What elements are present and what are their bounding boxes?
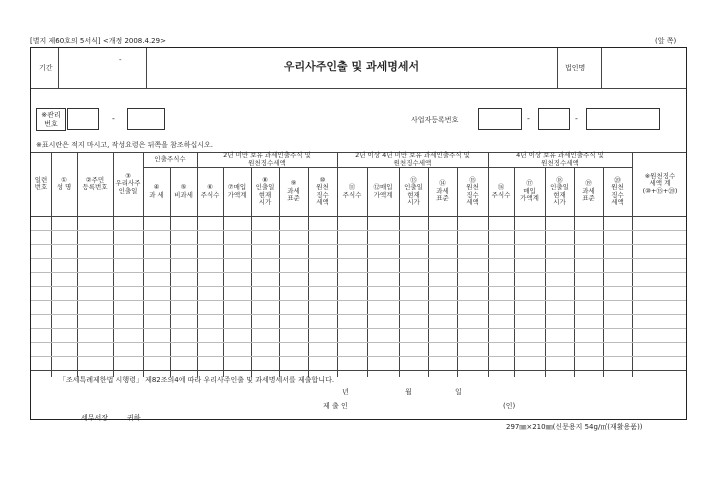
biz-reg-part2[interactable] — [538, 108, 570, 130]
biz-reg-label: 사업자등록번호 — [411, 116, 459, 124]
mgmt-number-part2[interactable] — [127, 108, 165, 130]
col-taxable: ④ 과 세 — [149, 183, 164, 199]
g3-purchase: ⑰ 매입 가액계 — [520, 179, 539, 203]
g2-purchase: ⑫매입 가액계 — [373, 183, 393, 199]
grp-withdrawn-shares: 인출주식수 — [154, 154, 186, 163]
g2-tax-base: ⑭ 과세 표준 — [436, 179, 449, 203]
paper-spec: 297㎜×210㎜(신문용지 54g/㎡(재활용품)) — [506, 423, 643, 431]
col-withdraw-date: ③ 우리사주 인출일 — [115, 171, 141, 195]
biz-reg-part1[interactable] — [478, 108, 522, 130]
mgmt-dash: - — [112, 114, 115, 123]
col-nontaxable: ⑤ 비과세 — [174, 183, 193, 199]
grp-2-to-4yr: 2년 이상 4년 미만 보유 과세인출주식 및 원천징수세액 — [355, 151, 470, 167]
form-number: [별지 제60호의 5서식] <개정 2008.4.29> — [30, 37, 166, 45]
biz-dash-2: - — [575, 114, 578, 123]
g3-tax-base: ⑲ 과세 표준 — [582, 179, 595, 203]
table-row — [31, 244, 686, 245]
table-row — [31, 314, 686, 315]
year-label: 년 — [342, 388, 349, 396]
g1-market: ⑧ 인출일 현재 시가 — [255, 175, 275, 206]
seal-mark: (인) — [503, 402, 516, 410]
agency-dash: - — [119, 56, 122, 64]
g1-tax-base: ⑨ 과세 표준 — [287, 179, 300, 203]
table-row — [31, 328, 686, 329]
col-serial: 일련 번호 — [34, 175, 48, 191]
submission-statement: 「조세특례제한법 시행령」 제82조의4에 따라 우리사주인출 및 과세명세서를 제출합니다. — [59, 376, 335, 384]
col-rrn: ②주민 등록번호 — [82, 175, 108, 191]
g3-shares: ⑯ 주식수 — [491, 183, 511, 199]
honorific: 귀하 — [127, 414, 141, 422]
g2-market: ⑬ 인출일 현재 시가 — [404, 175, 423, 206]
table-row — [31, 286, 686, 287]
month-label: 월 — [405, 388, 412, 396]
page-side: (앞 쪽) — [655, 37, 677, 45]
g2-withholding: ⑮ 원천 징수 세액 — [466, 175, 479, 206]
g1-purchase: ⑦매입 가액계 — [227, 183, 247, 199]
g2-shares: ⑪ 주식수 — [342, 183, 362, 199]
agency-label: 기간 — [39, 64, 53, 72]
submitter-label: 제 출 인 — [323, 402, 348, 410]
withdrawal-tax-form — [30, 47, 687, 420]
g3-market: ⑱ 인출일 현재 시가 — [550, 175, 569, 206]
table-row — [31, 300, 686, 301]
table-row — [31, 230, 686, 231]
grp-over-4yr: 4년 이상 보유 과세인출주식 및 원천징수세액 — [516, 151, 604, 167]
biz-reg-part3[interactable] — [586, 108, 660, 130]
g1-shares: ⑥ 주식수 — [200, 183, 220, 199]
mgmt-number-part1[interactable] — [67, 108, 99, 130]
table-row — [31, 342, 686, 343]
table-row — [31, 272, 686, 273]
col-name: ① 성 명 — [56, 175, 72, 191]
table-row — [31, 356, 686, 357]
biz-dash-1: - — [527, 114, 530, 123]
g3-withholding: ⑳ 원천 징수 세액 — [611, 175, 624, 206]
day-label: 일 — [455, 388, 462, 396]
corp-name-label: 법인명 — [565, 64, 586, 72]
g1-withholding: ⑩ 원천 징수 세액 — [316, 175, 329, 206]
addressee: 세무서장 — [81, 414, 109, 422]
table-row — [31, 258, 686, 259]
instruction-note: ※표시란은 적지 마시고, 작성요령은 뒤쪽을 참조하십시오. — [36, 141, 213, 149]
mgmt-number-label: ※관리 번호 — [36, 108, 66, 131]
document-title: 우리사주인출 및 과세명세서 — [283, 60, 420, 73]
grp-under-2yr: 2년 미만 보유 과세인출주식 및 원천징수세액 — [223, 151, 311, 167]
col-total-withholding: ※원천징수 세액 계 (⑩+⑮+⑳) — [642, 171, 678, 195]
